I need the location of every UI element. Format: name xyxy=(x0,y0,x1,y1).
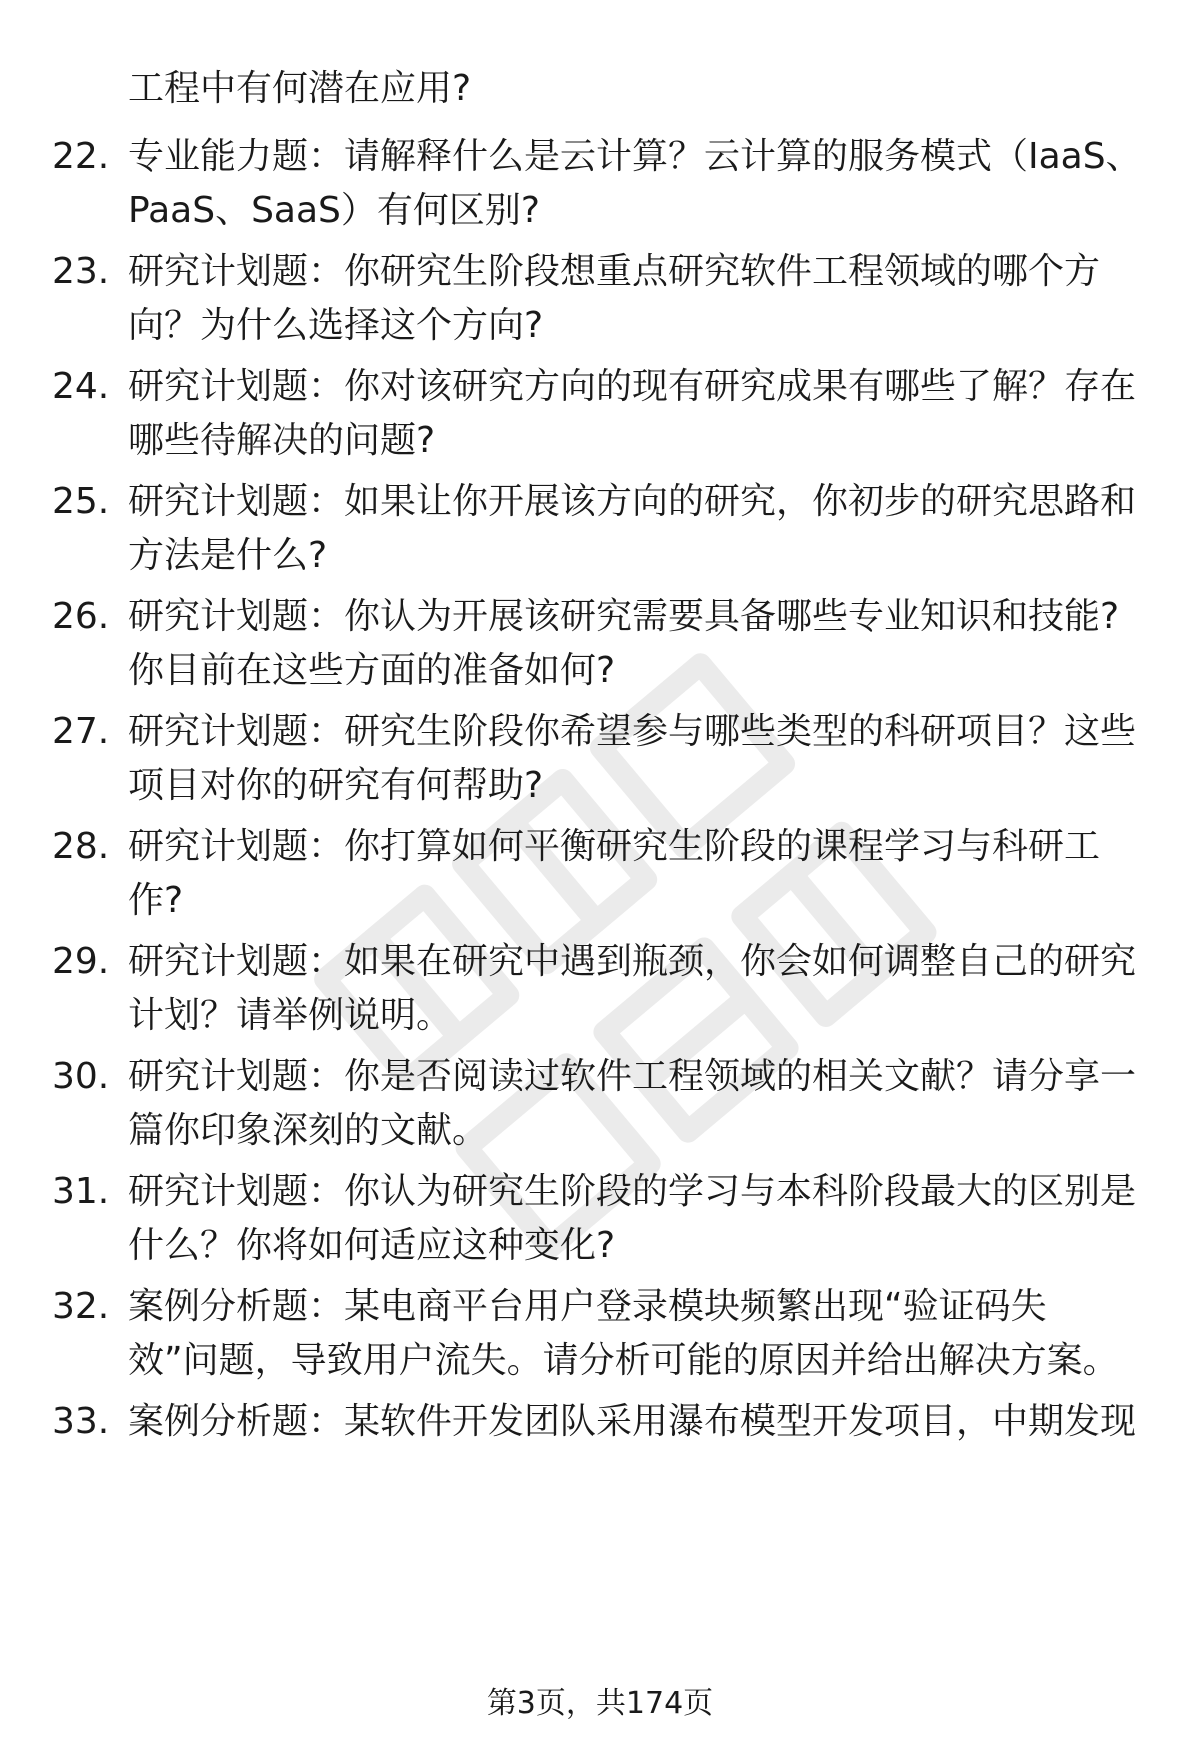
question-item-23 xyxy=(52,245,1152,353)
question-text-continued: 方法是什么? xyxy=(128,535,328,576)
question-number: 28. xyxy=(52,826,110,867)
question-item-30 xyxy=(52,1050,1152,1158)
question-item-31 xyxy=(52,1165,1152,1273)
question-item-25 xyxy=(52,475,1152,583)
question-text: 研究计划题：研究生阶段你希望参与哪些类型的科研项目？这些 xyxy=(128,711,1137,752)
question-text: 研究计划题：如果在研究中遇到瓶颈，你会如何调整自己的研究 xyxy=(128,941,1137,982)
question-text: 专业能力题：请解释什么是云计算？云计算的服务模式（IaaS、 xyxy=(128,136,1142,177)
question-text: 案例分析题：某电商平台用户登录模块频繁出现“验证码失 xyxy=(128,1286,1047,1327)
question-text-continued: 效”问题，导致用户流失。请分析可能的原因并给出解决方案。 xyxy=(128,1340,1119,1381)
question-number: 24. xyxy=(52,366,110,407)
question-text-continued: 你目前在这些方面的准备如何? xyxy=(128,650,616,691)
question-text-continued: 什么？你将如何适应这种变化? xyxy=(128,1225,616,1266)
question-text: 研究计划题：你是否阅读过软件工程领域的相关文献？请分享一 xyxy=(128,1056,1137,1097)
question-item-26 xyxy=(52,590,1152,698)
question-text-continued: 篇你印象深刻的文献。 xyxy=(128,1110,489,1151)
page-footer: 第3页，共174页 xyxy=(486,1686,714,1721)
question-text-continued: 计划？请举例说明。 xyxy=(128,995,453,1036)
question-text-continued: PaaS、SaaS）有何区别? xyxy=(128,190,540,231)
question-item-24 xyxy=(52,360,1152,468)
question-text-continued: 哪些待解决的问题? xyxy=(128,420,436,461)
question-number: 29. xyxy=(52,941,110,982)
question-number: 27. xyxy=(52,711,110,752)
question-text: 研究计划题：如果让你开展该方向的研究，你初步的研究思路和 xyxy=(128,481,1137,522)
question-item-22 xyxy=(52,130,1152,238)
question-item-27 xyxy=(52,705,1152,813)
question-item-32 xyxy=(52,1280,1152,1388)
question-item-33 xyxy=(52,1395,1152,1449)
question-text: 研究计划题：你打算如何平衡研究生阶段的课程学习与科研工 xyxy=(128,826,1101,867)
question-text-continued: 向？为什么选择这个方向? xyxy=(128,305,544,346)
question-number: 25. xyxy=(52,481,110,522)
question-text: 研究计划题：你认为研究生阶段的学习与本科阶段最大的区别是 xyxy=(128,1171,1137,1212)
question-text: 研究计划题：你对该研究方向的现有研究成果有哪些了解？存在 xyxy=(128,366,1137,407)
question-number: 33. xyxy=(52,1401,110,1442)
question-text: 研究计划题：你认为开展该研究需要具备哪些专业知识和技能? xyxy=(128,596,1120,637)
question-text-continued: 项目对你的研究有何帮助? xyxy=(128,765,544,806)
question-number: 22. xyxy=(52,136,110,177)
question-number: 30. xyxy=(52,1056,110,1097)
question-text: 研究计划题：你研究生阶段想重点研究软件工程领域的哪个方 xyxy=(128,251,1101,292)
continuation-text: 工程中有何潜在应用? xyxy=(128,68,472,109)
question-number: 26. xyxy=(52,596,110,637)
question-number: 23. xyxy=(52,251,110,292)
question-number: 31. xyxy=(52,1171,110,1212)
question-item-29 xyxy=(52,935,1152,1043)
question-number: 32. xyxy=(52,1286,110,1327)
question-text: 案例分析题：某软件开发团队采用瀑布模型开发项目，中期发现 xyxy=(128,1401,1137,1442)
question-item-28 xyxy=(52,820,1152,928)
question-text-continued: 作? xyxy=(128,880,184,921)
